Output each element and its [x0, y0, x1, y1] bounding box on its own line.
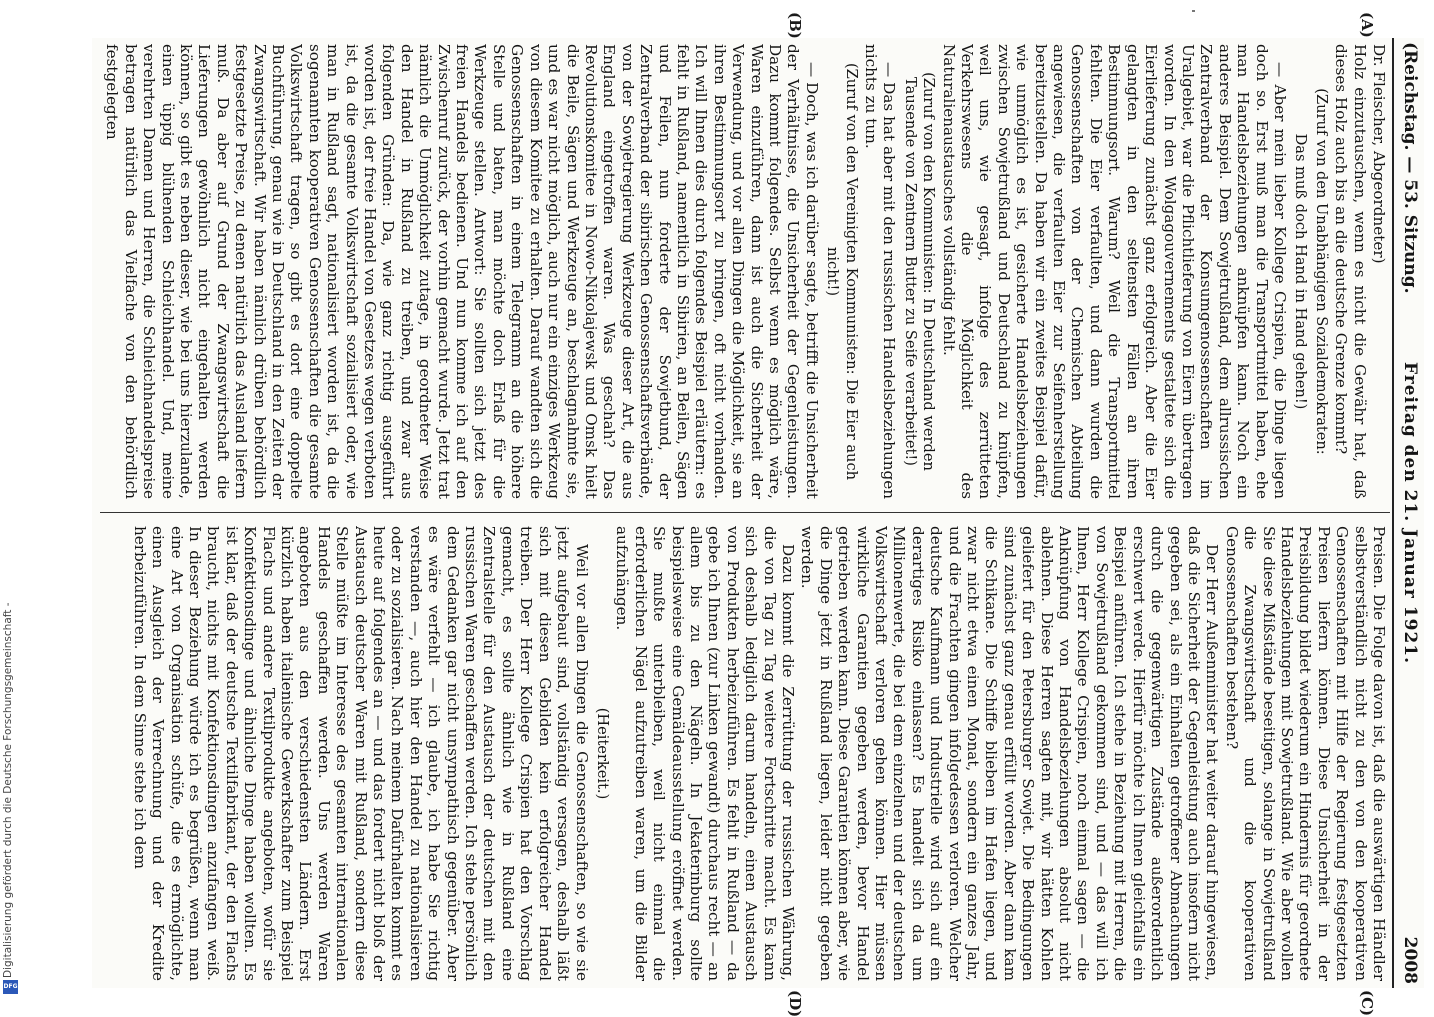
- paragraph: Holz einzutauschen, wenn es nicht die Gewähr hat, daß dieses Holz auch bis an die deutsche Grenze kommt?: [1332, 44, 1369, 499]
- header-date: Freitag den 21. Januar 1921.: [1400, 361, 1420, 665]
- interjection: (Zuruf von den Kommunisten: In Deutschland werden Tausende von Zentnern Butter zu Seife verarbeitet!): [901, 72, 938, 471]
- margin-mark-d: (D): [786, 990, 804, 1017]
- header-session: (Reichstag. — 53. Sitzung.: [1400, 42, 1420, 294]
- paragraph: Dr. Fleischer, Abgeordneter): [1370, 44, 1388, 264]
- interjection: Das muß doch Hand in Hand gehen!): [1292, 133, 1310, 410]
- paragraph: — Das hat aber mit den russischen Handelsbeziehungen nichts zu tun.: [862, 44, 899, 499]
- margin-mark-c: (C): [1358, 990, 1376, 1017]
- paragraph: — Doch, was ich darüber sagte, betrifft die Unsicherheit der Verhältnisse, die Unsicherheit der Gegenleistungen. Dazu kommt folgendes. Selbst wenn es möglich wäre, Waren einzuführen, dann ist auch die Sicherheit der Verwendung, und vor allen Dingen die Möglichkeit, sie an ihren Bestimmungsort zu bringen, oft nicht vorhanden. Ich will Ihnen dies durch folgendes Beispiel erläutern: es fehlt in Rußland, namentlich in Sibirien, an Beilen, Sägen und Feilen, nun forderte der Sowjetbund, der Zentralverband der sibirischen Genossenschaftsverbände, von der Sowjetregierung Werkzeuge dieser Art, die aus England eingetroffen waren. Was geschah? Das Revolutionskomitee in Nowo-Nikolajewsk und Omsk hielt die Beile, Sägen und Werkzeuge an, beschlagnahmte sie, und es war nicht möglich, auch nur ein einziges Werkzeug von diesem Komitee zu erhalten. Darauf wandten sich die Genossenschaften in einem Telegramm an die höhere Stelle und baten, man möchte doch Erlaß für die Werkzeuge stellen. Antwort: Sie sollten sich jetzt des freien Handels bedienen. Und nun komme ich auf den Zwischenruf zurück, der vorhin gemacht wurde. Jetzt trat nämlich die Unmöglichkeit zutage, in geordneter Weise den Handel in Rußland zu treiben, und zwar aus folgenden Gründen: Da, wie ganz richtig ausgeführt worden ist, der freie Handel von Gesetzes wegen verboten ist, da die gesamte Volkswirtschaft sozialisiert oder, wie man in Rußland sagt, nationalisiert worden ist, da die sogenannten kooperativen Genossenschaften die gesamte Volkswirtschaft tragen, so gibt es dort eine doppelte Buchführung, genau wie in Deutschland in den Zeiten der Zwangswirtschaft. Wir haben nämlich drüben behördlich festgesetzte Preise, zu denen natürlich das Ausland liefern muß. Da aber auf Grund der Zwangswirtschaft die Lieferungen gewöhnlich nicht eingehalten werden können, so gibt es neben dieser, wie bei uns hierzulande, einen üppig blühenden Schleichhandel. Und, meine verehrten Damen und Herren, die Schleichhandelspreise betragen natürlich das Vielfache von den behördlich festgelegten: [103, 44, 821, 499]
- paragraph: Dazu kommt die Zerrüttung der russischen Währung, die von Tag zu Tag weitere Fortschritte macht. Es kann sich deshalb lediglich darum handeln, einen Austausch von Produkten herbeizuführen. Es fehlt in Rußland — da gebe ich Ihnen (zur Linken gewandt) durchaus recht — an allem bis zu den Nägeln. In Jekaterinburg sollte beispielsweise eine Gemäldeausstellung eröffnet werden. Sie mußte unterbleiben, weil nicht einmal die erforderlichen Nägel aufzutreiben waren, um die Bilder aufzuhängen.: [613, 526, 797, 981]
- column-divider: [100, 512, 1390, 513]
- scan-speck: [1192, 10, 1195, 12]
- paragraph: Preisen. Die Folge davon ist, daß die auswärtigen Händler selbstverständlich nicht zu den von den kooperativen Genossenschaften mit Hilfe der Regierung festgesetzten Preisen liefern können. Diese Unsicherheit in der Preisbildung bildet wiederum ein Hindernis für geordnete Handelsbeziehungen mit Sowjetrußland. Wie aber wollen Sie diese Mißstände beseitigen, solange in Sowjetrußland die Zwangswirtschaft und die kooperativen Genossenschaften bestehen?: [1222, 526, 1388, 981]
- interjection: (Zuruf von den Vereinigten Kommunisten: Die Eier auch nicht!): [824, 62, 860, 481]
- dfg-logo-icon: DFG: [3, 980, 18, 994]
- newspaper-page: [92, 12, 1424, 1017]
- page-number: 2008: [1400, 936, 1420, 984]
- left-column: [98, 44, 1388, 499]
- interjection: (Zuruf von den Unabhängigen Sozialdemokraten:: [1312, 88, 1330, 455]
- margin-mark-a: (A): [1358, 12, 1376, 38]
- right-column: [98, 526, 1388, 981]
- paragraph: — Aber mein lieber Kollege Crispien, die Dinge liegen doch so. Erst muß man die Transportmittel haben, ehe man Handelsbeziehungen anknüpfen kann. Noch ein anderes Beispiel. Dem Sowjetrußland, dem allrussischen Zentralverband der Konsumgenossenschaften im Uralgebiet, war die Pflichtlieferung von Eiern übertragen worden. In den Wolgagouvernements gestaltete sich die Eierlieferung zunächst ganz erfolgreich. Aber die Eier gelangten in den seltensten Fällen an ihren Bestimmungsort. Warum? Weil die Transportmittel fehlten. Die Eier verfaulten, und dann wurden die Genossenschaften von der Chemischen Abteilung angewiesen, die verfaulten Eier zur Seifenherstellung bereitzustellen. Da haben wir ein zweites Beispiel dafür, wie unmöglich es ist, gesicherte Handelsbeziehungen zwischen Sowjetrußland und Deutschland zu knüpfen, weil uns, wie gesagt, infolge des zerrütteten Verkehrswesens die Möglichkeit des Naturalienaustausches vollständig fehlt.: [939, 44, 1289, 499]
- interjection: (Heiterkeit.): [593, 707, 611, 800]
- paragraph: Weil vor allen Dingen die Genossenschaften, so wie sie jetzt aufgebaut sind, vollständig versagen, deshalb läßt sich mit diesen Gebilden kein erfolgreicher Handel treiben. Der Herr Kollege Crispien hat den Vorschlag gemacht, es sollte ähnlich wie in Rußland eine Zentralstelle für den Austausch der deutschen mit den russischen Waren geschaffen werden. Ich stehe persönlich dem Gedanken gar nicht unsympathisch gegenüber. Aber es wäre verfehlt — ich glaube, ich habe Sie richtig verstanden —, auch hier den Handel zu nationalisieren oder zu sozialisieren. Nach meinem Dafürhalten kommt es heute auf folgendes an — und das fordert nicht bloß der Austausch deutscher Waren mit Rußland, sondern diese Stelle müßte im Interesse des gesamten internationalen Handels geschaffen werden. Uns werden Waren angeboten aus den verschiedensten Ländern. Erst kürzlich haben italienische Gewerkschafter zum Beispiel Flachs und andere Textilprodukte angeboten, wofür sie Konfektionsdinge und ähnliche Dinge haben wollten. Es ist klar, daß der deutsche Textilfabrikant, der den Flachs braucht, nichts mit Konfektionsdingen anzufangen weiß. In dieser Beziehung würde ich es begrüßen, wenn man eine Art von Organisation schüfe, die es ermöglichte, einen Ausgleich der Verrechnung und der Kredite herbeizuführen. In dem Sinne stehe ich dem: [130, 526, 591, 981]
- digitization-credit: [0, 0, 22, 1000]
- margin-mark-b: (B): [786, 12, 804, 39]
- paragraph: Der Herr Außenminister hat weiter darauf hingewiesen, daß die Sicherheit der Gegenleistung auch insofern nicht gegeben sei, als ein Einhalten getroffener Abmachungen durch die gegenwärtigen Zustände außerordentlich erschwert werde. Hierfür möchte ich Ihnen gleichfalls ein Beispiel anführen. Ich stehe in Beziehung mit Herren, die von Sowjetrußland gekommen sind, und — das will ich Ihnen, Herr Kollege Crispien, noch einmal sagen — die Anknüpfung von Handelsbeziehungen absolut nicht ablehnen. Diese Herren sagten mit, wir hätten Kohlen geliefert für den Petersburger Sowjet. Die Bedingungen sind zunächst ganz genau erfüllt worden. Aber dann kam die Schikane. Die Schiffe blieben im Hafen liegen, und zwar nicht etwa einen Monat, sondern ein ganzes Jahr, und die Frachten gingen infolgedessen verloren. Welcher deutsche Kaufmann und Industrielle wird sich auf ein derartiges Risiko einlassen? Es handelt sich da um Millionenwerte, die bei dem einzelnen und der deutschen Volkswirtschaft verloren gehen können. Hier müssen wirkliche Garantien gegeben werden, bevor Handel getrieben werden kann. Diese Garantien können aber, wie die Dinge jetzt in Rußland liegen, leider nicht gegeben werden.: [798, 526, 1222, 981]
- credit-text: Digitalisierung gefördert durch die Deutsche Forschungsgemeinschaft -: [2, 602, 14, 978]
- page-header: [1392, 38, 1424, 988]
